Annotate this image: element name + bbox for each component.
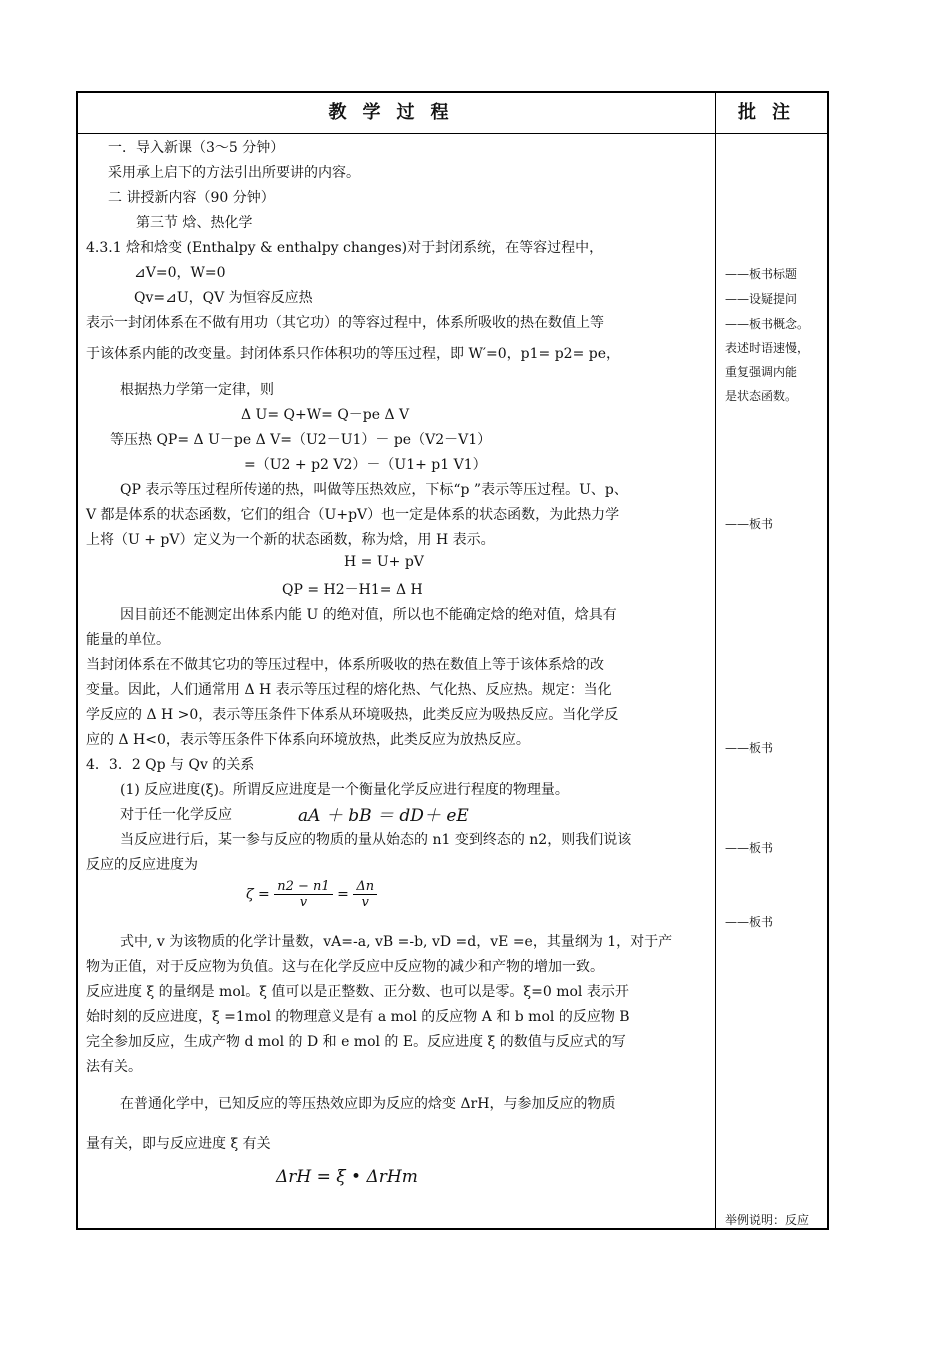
zeta-num-1: n2 − n1	[274, 879, 332, 895]
note-item: 是状态函数。	[725, 389, 798, 403]
text-line: 于该体系内能的改变量。封闭体系只作体积功的等压过程，即 W′=0，p1= p2= pe，	[86, 346, 621, 362]
text-line: 式中, v 为该物质的化学计量数，vA=-a, vB =-b, vD =d，vE =e，其量纲为 1，对于产	[120, 934, 673, 950]
text-line: Δ U= Q+W= Q－pe Δ V	[241, 407, 410, 423]
text-line: 反应进度 ξ 的量纲是 mol。ξ 值可以是正整数、正分数、也可以是零。ξ=0 mol 表示开	[86, 984, 629, 1000]
note-item: ——板书	[725, 915, 774, 929]
text-line: 采用承上启下的方法引出所要讲的内容。	[108, 165, 360, 181]
text-line: 根据热力学第一定律，则	[120, 382, 274, 398]
text-line: 第三节 焓、热化学	[136, 215, 253, 231]
note-item: 举例说明：反应	[725, 1213, 810, 1227]
zeta-lhs: ζ =	[246, 886, 270, 903]
text-line: ⊿V=0，W=0	[134, 265, 226, 281]
text-line: 反应的反应进度为	[86, 857, 198, 873]
note-item: ——板书标题	[725, 267, 798, 281]
text-line: (1) 反应进度(ξ)。所谓反应进度是一个衡量化学反应进行程度的物理量。	[120, 782, 569, 798]
reaction-equation: aA ＋ bB ＝ dD＋ eE	[298, 806, 469, 826]
note-item: ——板书概念。	[725, 317, 810, 331]
text-line: 始时刻的反应进度，ξ =1mol 的物理意义是有 a mol 的反应物 A 和 b mol 的反应物 B	[86, 1009, 630, 1025]
text-line: 二 讲授新内容（90 分钟）	[108, 190, 275, 206]
zeta-den-1: v	[299, 895, 308, 910]
text-line: 对于任一化学反应	[120, 807, 232, 823]
note-item: ——板书	[725, 841, 774, 855]
text-line: 上将（U + pV）定义为一个新的状态函数，称为焓，用 H 表示。	[86, 532, 495, 548]
zeta-fraction-1	[274, 879, 332, 910]
zeta-den-2: v	[361, 895, 369, 910]
text-line: 表示一封闭体系在不做有用功（其它功）的等容过程中，体系所吸收的热在数值上等	[86, 315, 604, 331]
zeta-formula	[246, 879, 377, 910]
enthalpy-formula: ΔrH = ξ • ΔrHm	[276, 1167, 418, 1187]
text-line: 4.3.1 焓和焓变 (Enthalpy & enthalpy changes)对于封闭系统，在等容过程中，	[86, 240, 604, 256]
zeta-num-2: Δn	[353, 879, 377, 895]
column-divider	[715, 133, 716, 1228]
text-line: 因目前还不能测定出体系内能 U 的绝对值，所以也不能确定焓的绝对值，焓具有	[120, 607, 617, 623]
zeta-fraction-2	[353, 879, 377, 910]
text-line: 当反应进行后，某一参与反应的物质的量从始态的 n1 变到终态的 n2，则我们说该	[120, 832, 632, 848]
text-line: 4．3．2 Qp 与 Qv 的关系	[86, 757, 255, 773]
header-notes: 批注	[715, 93, 828, 133]
note-item: ——板书	[725, 517, 774, 531]
text-line: QP = H2－H1= Δ H	[282, 582, 423, 598]
table-header	[78, 93, 827, 134]
text-line: 应的 Δ H<0，表示等压条件下体系向环境放热，此类反应为放热反应。	[86, 732, 530, 748]
text-line: 量有关，即与反应进度 ξ 有关	[86, 1136, 271, 1152]
text-line: 当封闭体系在不做其它功的等压过程中，体系所吸收的热在数值上等于该体系焓的改	[86, 657, 604, 673]
text-line: QP 表示等压过程所传递的热，叫做等压热效应，下标“p ”表示等压过程。U、p、	[120, 482, 628, 498]
note-item: 重复强调内能	[725, 365, 798, 379]
lesson-table	[76, 91, 829, 1230]
text-line: 学反应的 Δ H >0，表示等压条件下体系从环境吸热，此类反应为吸热反应。当化学反	[86, 707, 619, 723]
zeta-equals: =	[337, 886, 349, 903]
note-item: ——设疑提问	[725, 292, 798, 306]
text-line: 物为正值，对于反应物为负值。这与在化学反应中反应物的减少和产物的增加一致。	[86, 959, 604, 975]
text-line: 等压热 QP= Δ U－pe Δ V=（U2－U1）－ pe（V2－V1）	[110, 432, 492, 448]
text-line: 能量的单位。	[86, 632, 170, 648]
text-line: 一．导入新课（3～5 分钟）	[108, 140, 285, 156]
note-item: 表述时语速慢，	[725, 341, 810, 355]
text-line: H = U+ pV	[344, 554, 424, 570]
text-line: 变量。因此，人们通常用 Δ H 表示等压过程的熔化热、气化热、反应热。规定：当化	[86, 682, 612, 698]
header-process: 教学过程	[328, 102, 465, 123]
text-line: V 都是体系的状态函数，它们的组合（U+pV）也一定是体系的状态函数，为此热力学	[86, 507, 620, 523]
note-item: ——板书	[725, 741, 774, 755]
text-line: 完全参加反应，生成产物 d mol 的 D 和 e mol 的 E。反应进度 ξ 的数值与反应式的写	[86, 1034, 626, 1050]
text-line: 法有关。	[86, 1059, 142, 1075]
text-line: =（U2 + p2 V2）－（U1+ p1 V1）	[244, 457, 487, 473]
text-line: Qv=⊿U，QV 为恒容反应热	[134, 290, 313, 306]
text-line: 在普通化学中，已知反应的等压热效应即为反应的焓变 ΔrH，与参加反应的物质	[120, 1096, 616, 1112]
